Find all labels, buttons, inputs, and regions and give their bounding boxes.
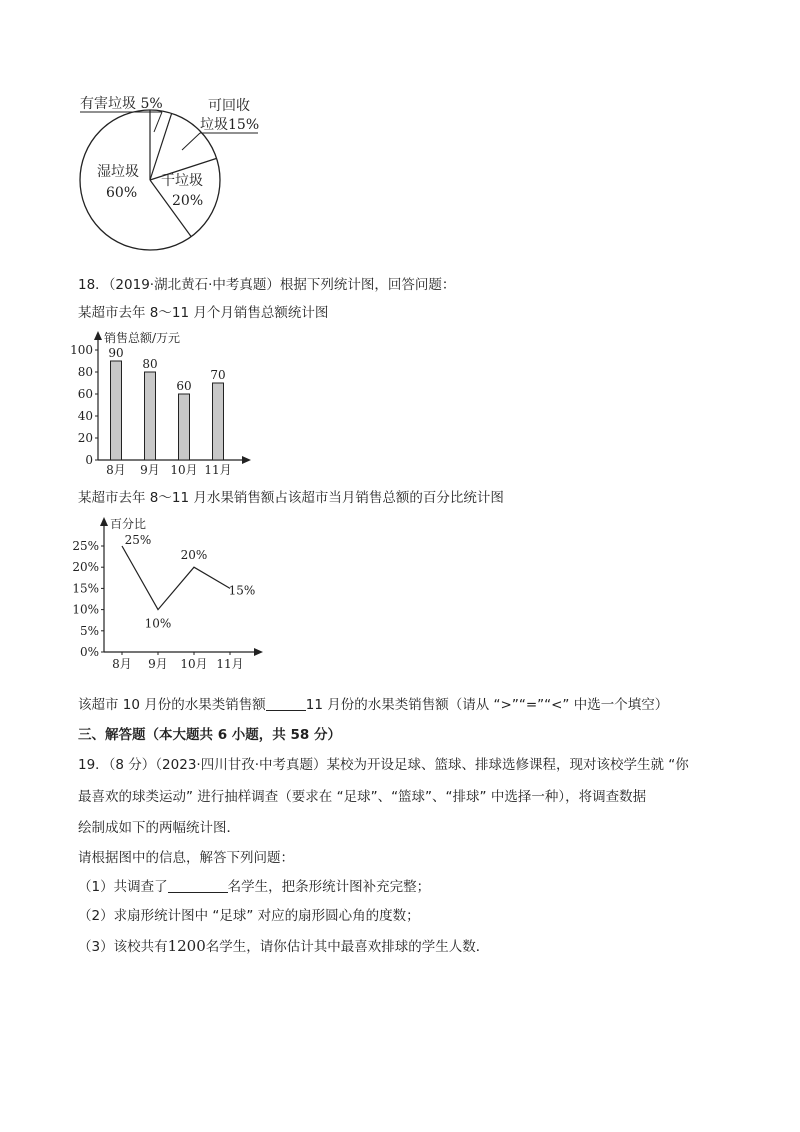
line-point-label: 15% [228,583,256,598]
line-ytick-label: 25% [72,539,99,553]
line-series-path [122,546,230,610]
line-x-axis-arrow [254,648,263,656]
bar-value-label: 70 [210,368,226,382]
line-ytick-label: 0% [79,645,99,659]
pie-label-wet-1: 湿垃圾 [97,164,139,180]
q19-sub3-a: （3）该校共有 [78,939,168,955]
q19-line4: 请根据图中的信息，解答下列问题： [78,850,294,866]
pie-label-wet-2: 60% [106,185,138,201]
bar-category-label: 10月 [170,463,198,477]
bar-ytick-label: 100 [70,343,93,357]
q18-question-part1: 该超市 10 月份的水果类销售额 [78,697,266,713]
line-ytick-label: 10% [72,602,99,617]
q18-question [78,695,668,715]
bar-2 [145,372,156,460]
line-point-label: 10% [144,616,172,631]
q19-sub3-b: 名学生，请你估计其中最喜欢排球的学生人数． [205,939,490,955]
pie-label-recyclable-2: 垃圾15% [200,117,260,133]
bar-y-axis-arrow [94,331,102,340]
section-heading: 三、解答题（本大题共 6 小题，共 58 分） [78,727,341,743]
line-xtick-label: 11月 [216,657,244,671]
q19-sub2: （2）求扇形统计图中 “足球” 对应的扇形圆心角的度数； [78,908,420,924]
q19-sub1-a: （1）共调查了 [78,879,168,895]
bar-value-label: 60 [176,379,192,393]
bar-ytick-label: 0 [85,453,93,467]
pie-chart [70,88,300,258]
bar-chart [70,328,260,478]
q19-sub1 [78,877,430,897]
line-point-label: 20% [180,548,208,563]
line-xtick-label: 8月 [112,657,132,671]
q19-line2: 最喜欢的球类运动” 进行抽样调查（要求在 “足球”、“篮球”、“排球” 中选择一种），将调查数据 [78,789,647,805]
bar-chart-caption: 某超市去年 8～11 月个月销售总额统计图 [78,305,329,321]
bar-ytick-label: 60 [77,387,93,401]
line-chart [70,512,270,672]
bar-category-label: 8月 [106,463,126,477]
pie-label-hazardous: 有害垃圾 5% [80,96,163,112]
q19-sub3 [78,936,489,957]
pie-label-dry-1: 干垃圾 [161,173,203,189]
q19-sub3-number: 1200 [167,937,206,955]
line-ytick-label: 20% [72,560,99,575]
pie-slice-boundary-2 [150,113,172,180]
bar-x-axis-arrow [242,456,251,464]
bar-ytick-label: 20 [77,431,93,445]
pie-leader-hazardous-2 [154,112,162,132]
bar-category-label: 9月 [140,463,160,477]
bar-category-label: 11月 [204,463,232,477]
line-ytick-label: 15% [72,581,99,596]
pie-label-recyclable-1: 可回收 [208,98,250,114]
line-chart-caption: 某超市去年 8～11 月水果销售额占该超市当月销售总额的百分比统计图 [78,490,504,506]
q19-sub1-blank[interactable] [168,878,228,893]
bar-ytick-label: 40 [77,409,93,423]
line-xtick-label: 10月 [180,657,208,671]
pie-label-dry-2: 20% [172,193,204,209]
line-y-axis-arrow [100,517,108,526]
bar-1 [111,361,122,460]
q19-sub1-b: 名学生，把条形统计图补充完整； [227,879,431,895]
line-xtick-label: 9月 [148,657,168,671]
line-y-label: 百分比 [110,517,147,531]
line-ytick-label: 5% [79,623,99,638]
q19-line3: 绘制成如下的两幅统计图． [78,820,240,836]
q18-question-part2: 11 月份的水果类销售额（请从 “>”“=”“<” 中选一个填空） [305,697,669,713]
bar-4 [213,383,224,460]
bar-value-label: 80 [142,357,158,371]
q19-line1: 19．（8 分）（2023·四川甘孜·中考真题）某校为开设足球、篮球、排球选修课程，现对该校学生就 “你 [78,757,689,773]
pie-leader-recyclable-2 [182,133,200,150]
bar-ytick-label: 80 [77,365,93,379]
bar-y-label: 销售总额/万元 [104,331,181,345]
q18-answer-blank[interactable] [266,696,306,711]
line-point-label: 25% [124,533,152,547]
q18-intro: 18．（2019·湖北黄石·中考真题）根据下列统计图，回答问题： [78,277,456,293]
bar-value-label: 90 [108,346,124,360]
bar-3 [179,394,190,460]
